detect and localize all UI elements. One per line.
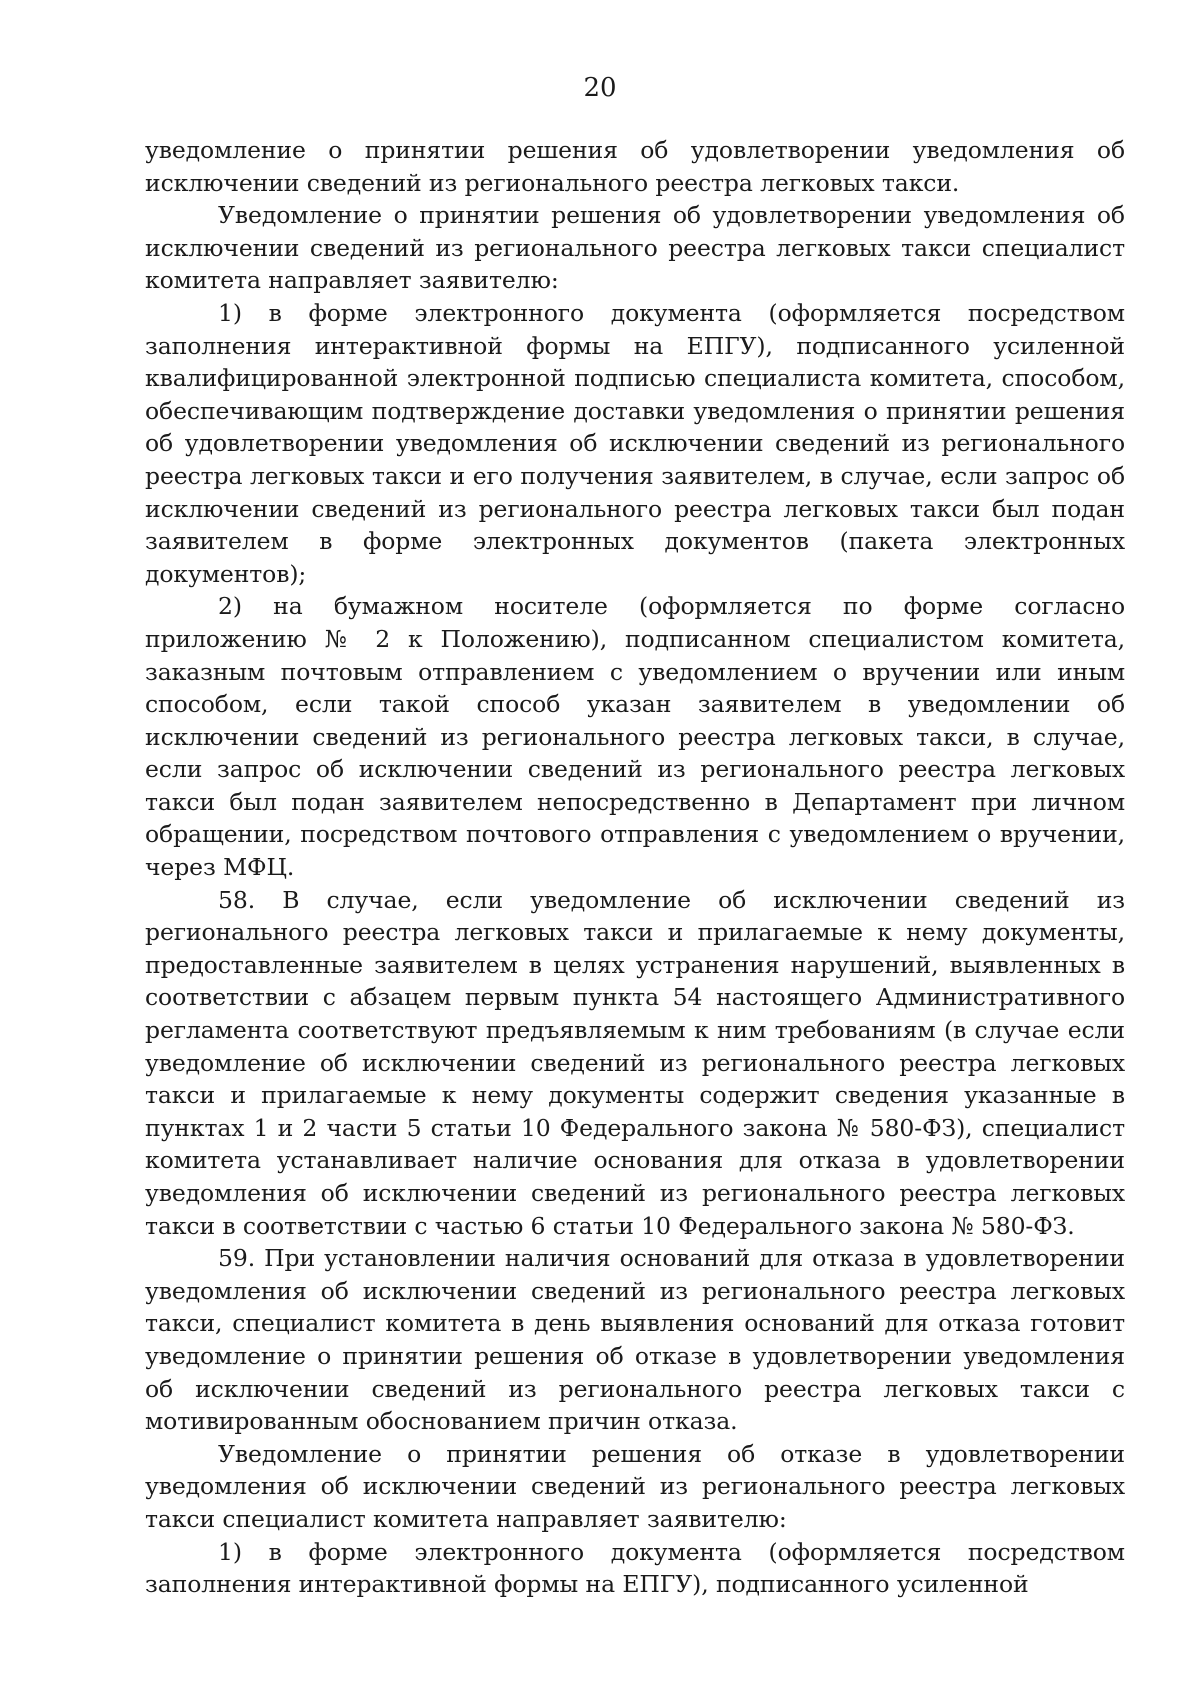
document-body xyxy=(145,134,1125,1601)
paragraph-clause-59: 59. При установлении наличия оснований для отказа в удовлетворении уведомления об исключении сведений из регионального реестра легковых такси, специалист комитета в день выявления оснований для отказа готовит уведомление о принятии решения об отказе в удовлетворении уведомления об исключении сведений из регионального реестра легковых такси с мотивированным обоснованием причин отказа. xyxy=(145,1244,1125,1436)
paragraph-notification-send: Уведомление о принятии решения об удовлетворении уведомления об исключении сведений из регионального реестра легковых такси специалист комитета направляет заявителю: xyxy=(145,201,1125,295)
paragraph-refusal-item-1: 1) в форме электронного документа (оформляется посредством заполнения интерактивной формы на ЕПГУ), подписанного усиленной xyxy=(145,1537,1125,1599)
paragraph-refusal-send: Уведомление о принятии решения об отказе в удовлетворении уведомления об исключении сведений из регионального реестра легковых такси специалист комитета направляет заявителю: xyxy=(145,1439,1125,1533)
paragraph-item-1-electronic: 1) в форме электронного документа (оформляется посредством заполнения интерактивной формы на ЕПГУ), подписанного усиленной квалифицированной электронной подписью специалиста комитета, способом, обеспечивающим подтверждение доставки уведомления о принятии решения об удовлетворении уведомления об исключении сведений из регионального реестра легковых такси и его получения заявителем, в случае, если запрос об исключении сведений из регионального реестра легковых такси был подан заявителем в форме электронных документов (пакета электронных документов); xyxy=(145,298,1125,588)
paragraph-clause-58: 58. В случае, если уведомление об исключении сведений из регионального реестра легковых такси и прилагаемые к нему документы, предоставленные заявителем в целях устранения нарушений, выявленных в соответствии с абзацем первым пункта 54 настоящего Административного регламента соответствуют предъявляемым к ним требованиям (в случае если уведомление об исключении сведений из регионального реестра легковых такси и прилагаемые к нему документы содержит сведения указанные в пунктах 1 и 2 части 5 статьи 10 Федерального закона № 580-ФЗ), специалист комитета устанавливает наличие основания для отказа в удовлетворении уведомления об исключении сведений из регионального реестра легковых такси в соответствии с частью 6 статьи 10 Федерального закона № 580-ФЗ. xyxy=(145,885,1125,1240)
paragraph-item-2-paper: 2) на бумажном носителе (оформляется по форме согласно приложению № 2 к Положению), подписанном специалистом комитета, заказным почтовым отправлением с уведомлением о вручении или иным способом, если такой способ указан заявителем в уведомлении об исключении сведений из регионального реестра легковых такси, в случае, если запрос об исключении сведений из регионального реестра легковых такси был подан заявителем непосредственно в Департамент при личном обращении, посредством почтового отправления с уведомлением о вручении, через МФЦ. xyxy=(145,592,1125,882)
paragraph-continuation: уведомление о принятии решения об удовлетворении уведомления об исключении сведений из регионального реестра легковых такси. xyxy=(145,136,1125,197)
page-number: 20 xyxy=(583,73,617,103)
